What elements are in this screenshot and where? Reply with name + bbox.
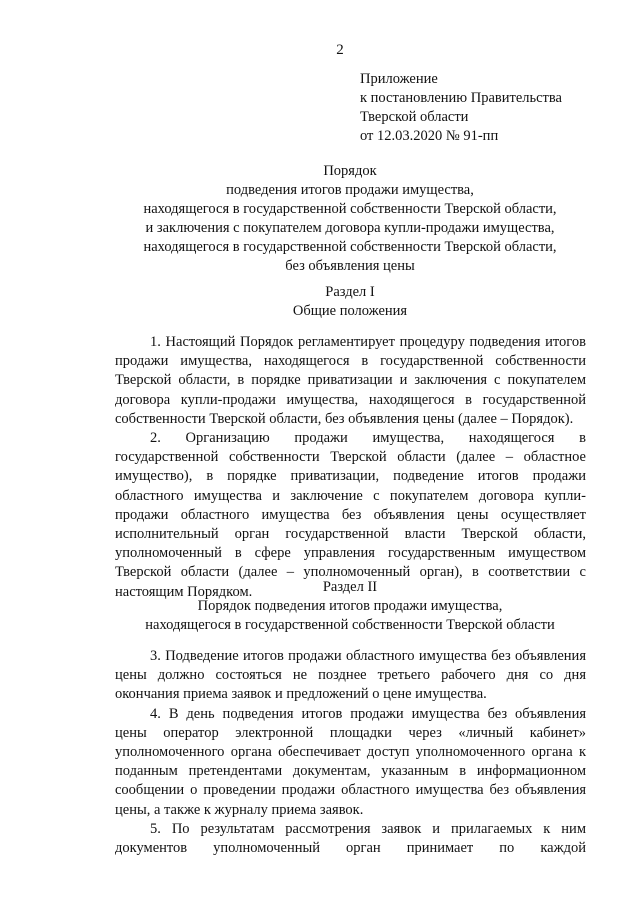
section-2-body xyxy=(115,647,586,858)
appendix-block xyxy=(360,70,562,146)
paragraph: 3. Подведение итогов продажи областного имущества без объявления цены должно состояться не позднее третьего рабочего дня со дня окончания приема заявок и предложений о цене имущества. xyxy=(115,648,586,703)
appendix-line: от 12.03.2020 № 91-пп xyxy=(360,128,499,144)
document-title xyxy=(115,162,585,276)
section-subtitle: Общие положения xyxy=(292,303,408,319)
appendix-line: к постановлению Правительства xyxy=(360,90,562,106)
paragraph: 1. Настоящий Порядок регламентирует процедуру подведения итогов продажи имущества, находящегося в государственной собственности Тверской области, в порядке приватизации и заключения с покупателем договора купли-продажи имущества, находящегося в государственной собственности Тверской области, без объявления цены (далее – Порядок). xyxy=(115,334,586,427)
section-1-heading xyxy=(115,283,585,321)
appendix-line: Тверской области xyxy=(360,109,469,125)
section-subtitle: находящегося в государственной собственности Тверской области xyxy=(145,617,555,633)
page-number: 2 xyxy=(336,42,344,58)
title-line: находящегося в государственной собственности Тверской области, xyxy=(143,239,557,255)
title-line: и заключения с покупателем договора купли-продажи имущества, xyxy=(145,220,555,236)
section-1-body xyxy=(115,333,586,602)
appendix-line: Приложение xyxy=(360,71,438,87)
title-line: без объявления цены xyxy=(285,258,415,274)
section-subtitle: Порядок подведения итогов продажи имущества, xyxy=(197,598,503,614)
section-title: Раздел I xyxy=(325,284,375,300)
title-line: находящегося в государственной собственности Тверской области, xyxy=(143,201,557,217)
title-line: подведения итогов продажи имущества, xyxy=(226,182,474,198)
paragraph: 5. По результатам рассмотрения заявок и прилагаемых к ним документов уполномоченный орган принимает по каждой xyxy=(115,820,586,857)
paragraph: 2. Организацию продажи имущества, находящегося в государственной собственности Тверской области (далее – областное имущество), в порядке приватизации, подведение итогов продажи областного имущества и заключение с покупателем договора купли-продажи областного имущества без объявления цены осуществляет исполнительный орган государственной власти Тверской области, уполномоченный в сфере управления государственным имуществом Тверской области (далее – уполномоченный орган), в соответствии с настоящим Порядком. xyxy=(115,430,586,600)
section-title: Раздел II xyxy=(322,579,378,595)
section-2-heading xyxy=(115,578,585,635)
title-line: Порядок xyxy=(323,163,377,179)
paragraph: 4. В день подведения итогов продажи имущества без объявления цены оператор электронной площадки через «личный кабинет» уполномоченного органа обеспечивает доступ уполномоченного органа к поданным претендентами документам, указанным в информационном сообщении о проведении продажи областного имущества без объявления цены, а также к журналу приема заявок. xyxy=(115,705,586,818)
